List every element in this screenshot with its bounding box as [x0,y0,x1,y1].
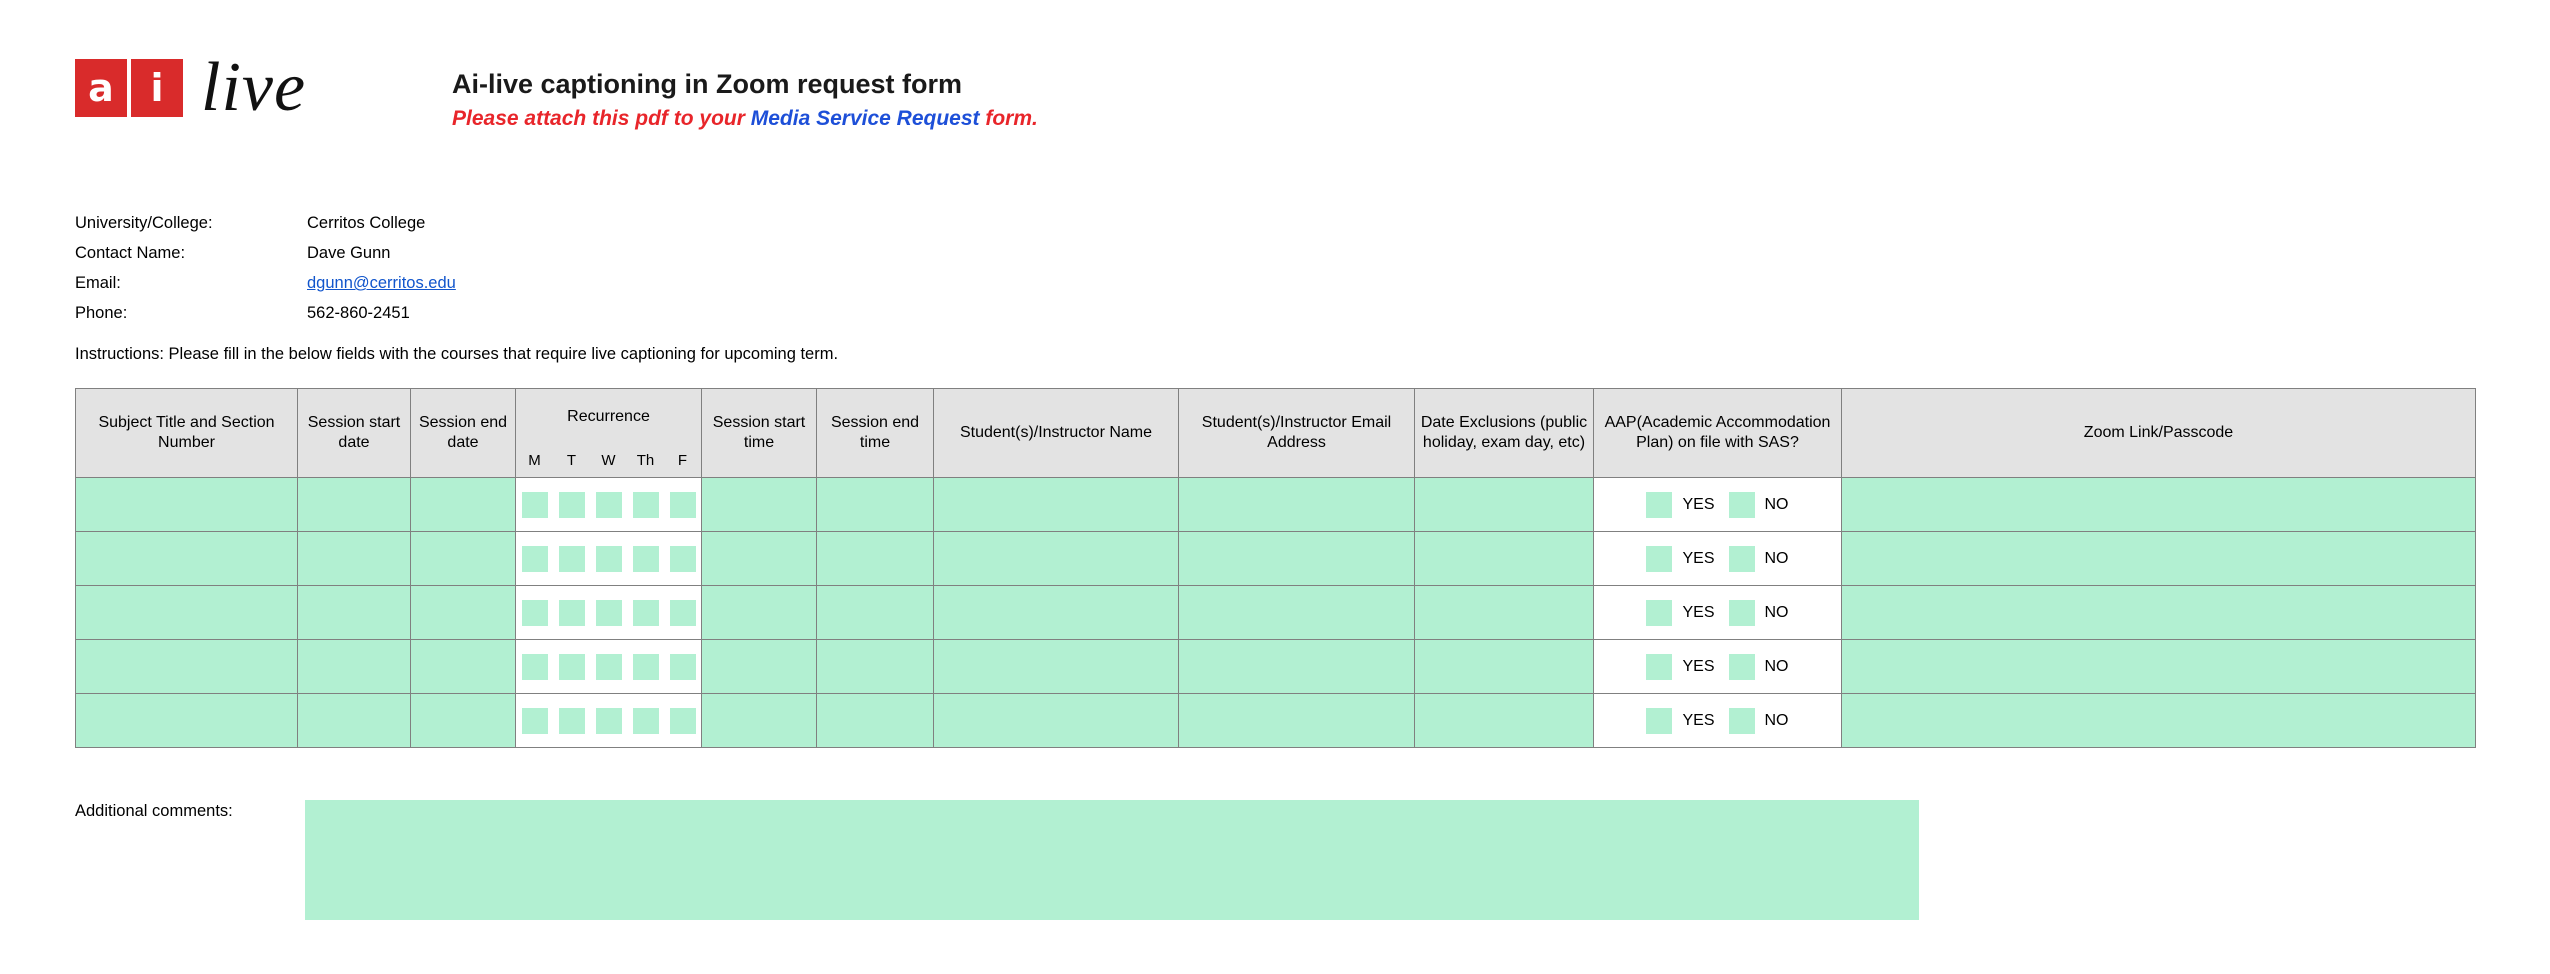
checkbox-friday[interactable] [670,600,696,626]
label-contact-name: Contact Name: [75,244,186,262]
cell-name[interactable] [934,532,1179,586]
slot-w [590,546,627,572]
cell-start-date[interactable] [298,532,411,586]
aap-no-group [1729,654,1789,680]
value-email-link[interactable]: dgunn@cerritos.edu [307,274,456,292]
cell-end-time[interactable] [817,532,934,586]
cell-email[interactable] [1179,478,1415,532]
checkbox-wednesday[interactable] [596,600,622,626]
slot-f [664,546,701,572]
header-session-end-date: Session end date [411,389,516,478]
day-m: M [528,452,541,469]
cell-recurrence [516,694,702,748]
cell-zoom-link[interactable] [1842,694,2476,748]
cell-aap [1594,586,1842,640]
cell-aap [1594,640,1842,694]
day-th: Th [636,452,655,469]
table-row [76,532,2476,586]
label-aap-no: NO [1764,549,1789,567]
cell-start-date[interactable] [298,640,411,694]
checkbox-aap-no[interactable] [1729,654,1755,680]
label-aap-no: NO [1764,711,1789,729]
cell-subject[interactable] [76,694,298,748]
checkbox-aap-no[interactable] [1729,492,1755,518]
logo-squares [75,59,183,117]
cell-zoom-link[interactable] [1842,586,2476,640]
header-recurrence [516,389,702,478]
checkbox-friday[interactable] [670,708,696,734]
label-university: University/College: [75,214,213,232]
slot-th [627,654,664,680]
cell-aap [1594,694,1842,748]
checkbox-monday[interactable] [522,654,548,680]
aap-no-group [1729,492,1789,518]
checkbox-thursday[interactable] [633,708,659,734]
logo-wordmark: live [201,49,307,126]
cell-end-time[interactable] [817,640,934,694]
day-t: T [566,452,577,469]
cell-name[interactable] [934,640,1179,694]
checkbox-aap-yes[interactable] [1646,600,1672,626]
page-title: Ai-live captioning in Zoom request form [452,69,963,99]
cell-email[interactable] [1179,694,1415,748]
cell-start-time[interactable] [702,694,817,748]
contact-row-email [75,268,456,298]
aap-no-group [1729,600,1789,626]
cell-start-date[interactable] [298,586,411,640]
slot-f [664,600,701,626]
checkbox-friday[interactable] [670,546,696,572]
aap-yes-group [1646,492,1714,518]
instructions-text: Instructions: Please fill in the below fields with the courses that require live captioning for upcoming term. [75,345,839,363]
table-body [76,478,2476,748]
label-aap-yes: YES [1682,495,1715,513]
cell-start-time[interactable] [702,586,817,640]
table-row [76,478,2476,532]
table-row [76,640,2476,694]
slot-w [590,654,627,680]
label-aap-no: NO [1764,495,1789,513]
contact-row-name [75,238,456,268]
cell-start-date[interactable] [298,694,411,748]
label-phone: Phone: [75,304,128,322]
header-recurrence-days [516,445,701,477]
slot-m [516,654,553,680]
slot-w [590,600,627,626]
value-contact-name: Dave Gunn [307,244,391,262]
slot-m [516,492,553,518]
cell-end-time[interactable] [817,586,934,640]
aap-yes-group [1646,654,1714,680]
cell-end-date[interactable] [411,640,516,694]
checkbox-monday[interactable] [522,708,548,734]
header-subject: Subject Title and Section Number [76,389,298,478]
cell-email[interactable] [1179,586,1415,640]
page-subtitle [452,107,1038,131]
cell-start-date[interactable] [298,478,411,532]
table-row [76,586,2476,640]
checkbox-monday[interactable] [522,492,548,518]
slot-t [553,546,590,572]
additional-comments-section [75,800,1919,920]
cell-zoom-link[interactable] [1842,478,2476,532]
checkbox-aap-yes[interactable] [1646,492,1672,518]
slot-t [553,492,590,518]
label-aap-yes: YES [1682,657,1715,675]
cell-recurrence [516,640,702,694]
cell-email[interactable] [1179,640,1415,694]
cell-subject[interactable] [76,640,298,694]
checkbox-wednesday[interactable] [596,492,622,518]
cell-recurrence [516,532,702,586]
cell-subject[interactable] [76,586,298,640]
aap-yes-group [1646,546,1714,572]
cell-start-time[interactable] [702,640,817,694]
aap-no-group [1729,546,1789,572]
header-session-start-date: Session start date [298,389,411,478]
cell-name[interactable] [934,694,1179,748]
label-aap-no: NO [1764,603,1789,621]
checkbox-thursday[interactable] [633,492,659,518]
additional-comments-input[interactable] [305,800,1919,920]
label-email: Email: [75,274,121,292]
checkbox-monday[interactable] [522,600,548,626]
checkbox-wednesday[interactable] [596,654,622,680]
cell-exclusions[interactable] [1415,640,1594,694]
slot-f [664,654,701,680]
cell-recurrence [516,586,702,640]
slot-w [590,708,627,734]
title-block [452,55,1038,131]
logo-square-i: i [131,59,183,117]
contact-info [75,208,456,328]
checkbox-aap-yes[interactable] [1646,708,1672,734]
value-university: Cerritos College [307,214,426,232]
cell-zoom-link[interactable] [1842,640,2476,694]
media-service-request-link[interactable]: Media Service Request [750,106,980,130]
slot-m [516,600,553,626]
checkbox-wednesday[interactable] [596,708,622,734]
cell-aap [1594,532,1842,586]
aap-no-group [1729,708,1789,734]
slot-th [627,600,664,626]
cell-end-time[interactable] [817,478,934,532]
cell-end-date[interactable] [411,694,516,748]
header-session-start-time: Session start time [702,389,817,478]
header-date-exclusions: Date Exclusions (public holiday, exam day, etc) [1415,389,1594,478]
header-zoom-link: Zoom Link/Passcode [1842,389,2476,478]
cell-email[interactable] [1179,532,1415,586]
day-w: W [601,452,616,469]
label-aap-yes: YES [1682,711,1715,729]
checkbox-tuesday[interactable] [559,708,585,734]
cell-exclusions[interactable] [1415,694,1594,748]
slot-t [553,708,590,734]
additional-comments-label: Additional comments: [75,802,233,820]
checkbox-thursday[interactable] [633,654,659,680]
cell-exclusions[interactable] [1415,532,1594,586]
contact-row-university [75,208,456,238]
slot-m [516,708,553,734]
checkbox-friday[interactable] [670,492,696,518]
cell-end-date[interactable] [411,586,516,640]
cell-name[interactable] [934,478,1179,532]
checkbox-aap-yes[interactable] [1646,546,1672,572]
cell-exclusions[interactable] [1415,478,1594,532]
checkbox-tuesday[interactable] [559,546,585,572]
header-session-end-time: Session end time [817,389,934,478]
checkbox-aap-yes[interactable] [1646,654,1672,680]
cell-recurrence [516,478,702,532]
cell-end-date[interactable] [411,532,516,586]
table-row [76,694,2476,748]
cell-end-time[interactable] [817,694,934,748]
courses-table [75,388,2476,748]
checkbox-aap-no[interactable] [1729,600,1755,626]
slot-th [627,708,664,734]
ai-live-logo [75,49,395,126]
day-f: F [677,452,688,469]
label-aap-yes: YES [1682,603,1715,621]
contact-row-phone [75,298,456,328]
header-aap: AAP(Academic Accommodation Plan) on file with SAS? [1594,389,1842,478]
cell-zoom-link[interactable] [1842,532,2476,586]
checkbox-thursday[interactable] [633,546,659,572]
aap-yes-group [1646,600,1714,626]
cell-subject[interactable] [76,532,298,586]
courses-table-wrapper [75,388,2475,748]
document-header [75,49,1038,131]
aap-yes-group [1646,708,1714,734]
slot-t [553,654,590,680]
checkbox-aap-no[interactable] [1729,708,1755,734]
subtitle-text-2: form. [979,106,1038,130]
subtitle-text-1: Please attach this pdf to your [452,106,751,130]
slot-w [590,492,627,518]
cell-subject[interactable] [76,478,298,532]
cell-start-time[interactable] [702,478,817,532]
cell-exclusions[interactable] [1415,586,1594,640]
slot-f [664,492,701,518]
slot-f [664,708,701,734]
header-student-instructor-name: Student(s)/Instructor Name [934,389,1179,478]
checkbox-wednesday[interactable] [596,546,622,572]
checkbox-tuesday[interactable] [559,600,585,626]
cell-name[interactable] [934,586,1179,640]
header-student-instructor-email: Student(s)/Instructor Email Address [1179,389,1415,478]
slot-th [627,546,664,572]
checkbox-friday[interactable] [670,654,696,680]
cell-end-date[interactable] [411,478,516,532]
cell-start-time[interactable] [702,532,817,586]
cell-aap [1594,478,1842,532]
table-header-row [76,389,2476,478]
label-aap-yes: YES [1682,549,1715,567]
header-recurrence-label: Recurrence [567,408,650,425]
logo-square-a: a [75,59,127,117]
checkbox-thursday[interactable] [633,600,659,626]
checkbox-aap-no[interactable] [1729,546,1755,572]
slot-t [553,600,590,626]
checkbox-tuesday[interactable] [559,654,585,680]
slot-m [516,546,553,572]
label-aap-no: NO [1764,657,1789,675]
value-phone: 562-860-2451 [307,304,410,322]
checkbox-monday[interactable] [522,546,548,572]
slot-th [627,492,664,518]
checkbox-tuesday[interactable] [559,492,585,518]
